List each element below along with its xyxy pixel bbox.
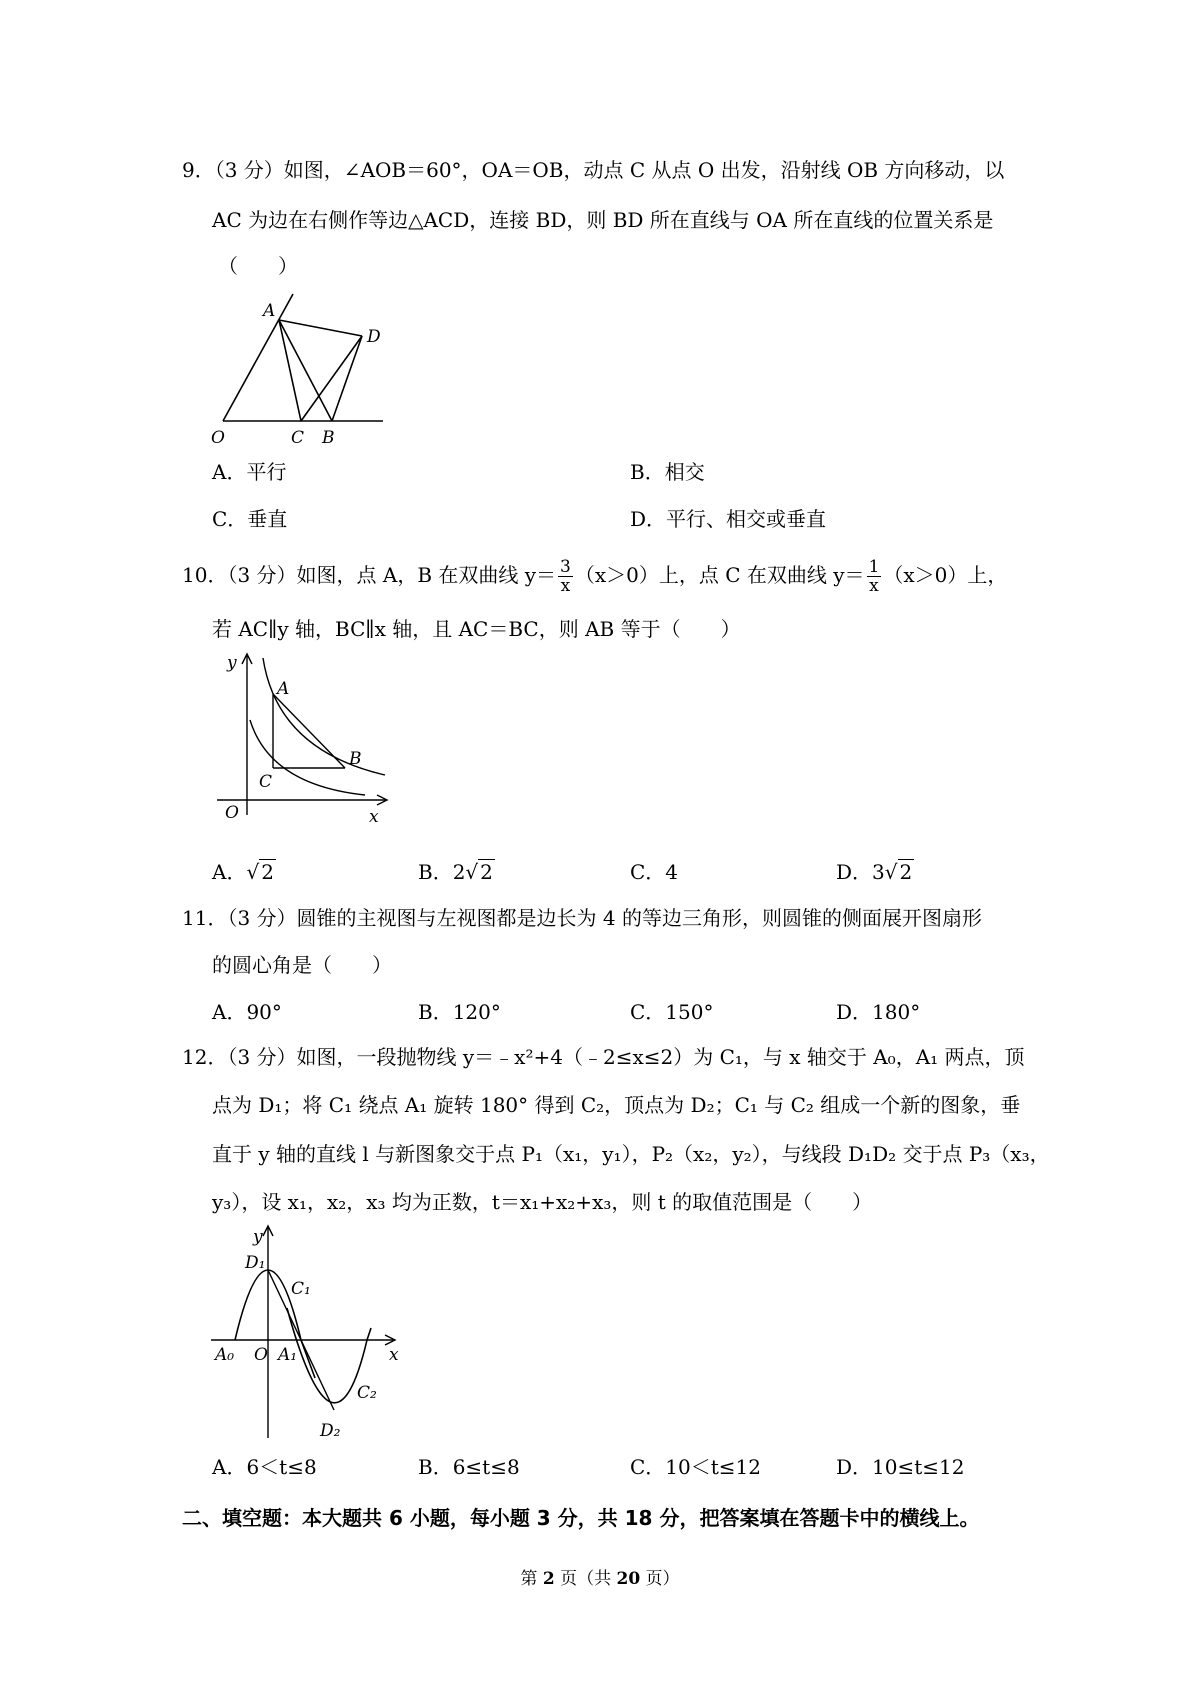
q12-label-d1: D₁ bbox=[245, 1253, 266, 1273]
q9-label-o: O bbox=[211, 428, 225, 448]
q10-fraction-3-over-x: $\frac{3}{x}$ bbox=[560, 557, 571, 596]
q12-option-d[interactable]: D．10≤t≤12 bbox=[836, 1455, 965, 1479]
q12-figure bbox=[205, 1218, 405, 1443]
page-footer: 第 2 页（共 20 页） bbox=[520, 1569, 680, 1589]
current-page-number: 2 bbox=[542, 1569, 555, 1589]
q12-line3: 直于 y 轴的直线 l 与新图象交于点 P₁（x₁，y₁），P₂（x₂，y₂），与线段 D₁D₂ 交于点 P₃（x₃， bbox=[212, 1142, 1050, 1166]
q10-fraction-1-over-x: $\frac{1}{x}$ bbox=[868, 557, 880, 596]
q10-line1-part-b: （x＞0）上，点 C 在双曲线 y＝ bbox=[574, 563, 865, 587]
q10-figure bbox=[205, 650, 395, 825]
q10-line1-part-a: 10．（3 分）如图，点 A，B 在双曲线 y＝ bbox=[182, 563, 557, 587]
q12-option-a[interactable]: A．6＜t≤8 bbox=[212, 1455, 317, 1479]
q11-line2: 的圆心角是（ ） bbox=[212, 953, 392, 977]
q10-line2: 若 AC∥y 轴，BC∥x 轴，且 AC＝BC，则 AB 等于（ ） bbox=[212, 617, 741, 641]
q9-line2: AC 为边在右侧作等边△ACD，连接 BD，则 BD 所在直线与 OA 所在直线的位置关系是 bbox=[212, 208, 994, 232]
q12-label-o: O bbox=[254, 1345, 268, 1365]
q12-label-a1: A₁ bbox=[278, 1345, 298, 1365]
q11-option-c[interactable]: C．150° bbox=[630, 1000, 714, 1024]
q12-option-b[interactable]: B．6≤t≤8 bbox=[418, 1455, 520, 1479]
q12-line2: 点为 D₁；将 C₁ 绕点 A₁ 旋转 180° 得到 C₂，顶点为 D₂；C₁ 与 C₂ 组成一个新的图象，垂 bbox=[212, 1093, 1021, 1117]
q9-option-b[interactable]: B．相交 bbox=[630, 460, 705, 484]
q12-label-x: x bbox=[389, 1345, 399, 1365]
q12-line4: y₃），设 x₁，x₂，x₃ 均为正数，t＝x₁+x₂+x₃，则 t 的取值范围是（ ） bbox=[212, 1190, 873, 1214]
q10-option-b[interactable]: B．2√ 2 bbox=[418, 860, 493, 884]
q11-option-d[interactable]: D．180° bbox=[836, 1000, 921, 1024]
q10-label-x: x bbox=[369, 807, 379, 825]
q9-figure bbox=[205, 288, 395, 448]
q10-label-c: C bbox=[259, 772, 273, 792]
q12-line1: 12．（3 分）如图，一段抛物线 y＝﹣x²+4（﹣2≤x≤2）为 C₁，与 x 轴交于 A₀，A₁ 两点，顶 bbox=[182, 1045, 1025, 1069]
q9-label-b: B bbox=[322, 428, 335, 448]
q9-option-d[interactable]: D．平行、相交或垂直 bbox=[630, 507, 827, 531]
q9-label-d: D bbox=[367, 327, 381, 347]
q9-label-c: C bbox=[291, 428, 305, 448]
q9-label-a: A bbox=[263, 301, 276, 321]
q9-line1: 9．（3 分）如图，∠AOB＝60°，OA＝OB，动点 C 从点 O 出发，沿射线 OB 方向移动，以 bbox=[182, 158, 1005, 182]
total-page-count: 20 bbox=[616, 1569, 641, 1589]
q12-label-c1: C₁ bbox=[291, 1279, 311, 1299]
q9-line3: （ ） bbox=[218, 254, 298, 278]
q10-option-c[interactable]: C．4 bbox=[630, 860, 679, 884]
q12-option-c[interactable]: C．10＜t≤12 bbox=[630, 1455, 761, 1479]
q10-option-d[interactable]: D．3√ 2 bbox=[836, 860, 913, 884]
section-heading-fill-in: 二、填空题：本大题共 6 小题，每小题 3 分，共 18 分，把答案填在答题卡中的横线上。 bbox=[182, 1506, 980, 1530]
q10-line1-part-c: （x＞0）上， bbox=[883, 563, 1008, 587]
q12-label-c2: C₂ bbox=[357, 1383, 377, 1403]
q12-label-a0: A₀ bbox=[215, 1345, 235, 1365]
q10-line1 bbox=[182, 558, 1007, 595]
q10-label-b: B bbox=[349, 749, 362, 769]
q10-label-y: y bbox=[227, 653, 237, 673]
q10-label-a: A bbox=[277, 679, 290, 699]
q11-option-b[interactable]: B．120° bbox=[418, 1000, 501, 1024]
q12-label-d2: D₂ bbox=[320, 1421, 341, 1441]
q10-option-a[interactable]: A．√ 2 bbox=[212, 860, 274, 884]
q11-line1: 11．（3 分）圆锥的主视图与左视图都是边长为 4 的等边三角形，则圆锥的侧面展开图扇形 bbox=[182, 906, 982, 930]
q12-label-y: y bbox=[253, 1227, 263, 1247]
q9-option-a[interactable]: A．平行 bbox=[212, 460, 287, 484]
q9-option-c[interactable]: C．垂直 bbox=[212, 507, 288, 531]
q10-label-o: O bbox=[225, 803, 239, 823]
q11-option-a[interactable]: A．90° bbox=[212, 1000, 282, 1024]
